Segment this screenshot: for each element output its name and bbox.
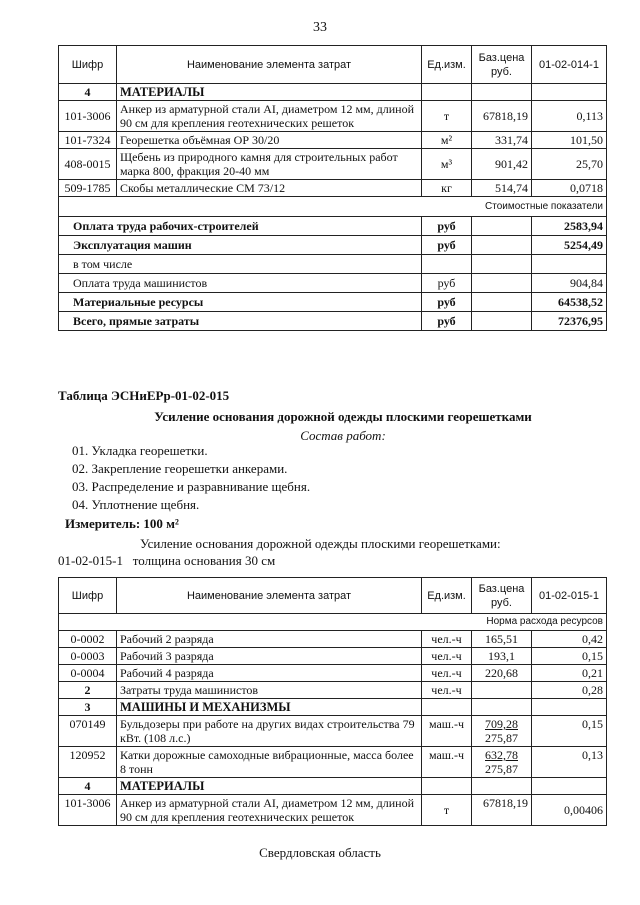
norm-header: Норма расхода ресурсов [59, 614, 607, 631]
table-subtitle: Усиление основания дорожной одежды плоскими георешетками [154, 409, 532, 424]
header-norm-code: 01-02-015-1 [532, 578, 607, 614]
table-row [59, 682, 607, 699]
row-code: 2 [59, 682, 117, 699]
row-name: Рабочий 4 разряда [117, 665, 422, 682]
row-value: 25,70 [532, 149, 607, 180]
table-row [59, 180, 607, 197]
table-row [59, 665, 607, 682]
row-value: 0,00406 [532, 795, 607, 826]
table-row [59, 648, 607, 665]
row-price: 220,68 [472, 665, 532, 682]
cost-label: Всего, прямые затраты [59, 312, 422, 331]
row-unit: м² [422, 132, 472, 149]
norm-code-line: 01-02-015-1 толщина основания 30 см [58, 553, 276, 568]
table-row [59, 631, 607, 648]
measure-unit: Измеритель: 100 м² [65, 516, 179, 531]
table-title: Таблица ЭСНиЕРр-01-02-015 [58, 388, 230, 403]
header-price: Баз.цена руб. [472, 46, 532, 84]
section-title: МАШИНЫ И МЕХАНИЗМЫ [117, 699, 422, 716]
cost-label: в том числе [59, 255, 422, 274]
price-total: 709,28 [485, 717, 518, 731]
header-norm-code: 01-02-014-1 [532, 46, 607, 84]
row-code: 0-0003 [59, 648, 117, 665]
row-name: Щебень из природного камня для строительных работ марка 800, фракция 20-40 мм [117, 149, 422, 180]
table-row [59, 132, 607, 149]
header-name: Наименование элемента затрат [117, 46, 422, 84]
cost-row [59, 217, 607, 236]
row-price [472, 682, 532, 699]
table-row [59, 795, 607, 826]
row-unit: маш.-ч [422, 747, 472, 778]
row-name: Бульдозеры при работе на других видах строительства 79 кВт. (108 л.с.) [117, 716, 422, 747]
header-unit: Ед.изм. [422, 578, 472, 614]
table-row [59, 747, 607, 778]
cost-value: 904,84 [532, 274, 607, 293]
header-unit: Ед.изм. [422, 46, 472, 84]
cost-unit: руб [422, 236, 472, 255]
row-code: 101-3006 [59, 795, 117, 826]
cost-value: 2583,94 [532, 217, 607, 236]
cost-indicators-header: Стоимостные показатели [59, 197, 607, 217]
cost-unit: руб [422, 217, 472, 236]
row-price [472, 716, 532, 747]
price-machinist: 275,87 [485, 731, 518, 745]
cost-unit: руб [422, 293, 472, 312]
row-name: Рабочий 2 разряда [117, 631, 422, 648]
row-value: 0,15 [532, 648, 607, 665]
cost-row [59, 293, 607, 312]
cost-label: Эксплуатация машин [59, 236, 422, 255]
cost-row [59, 255, 607, 274]
section-row [59, 84, 607, 101]
work-step: 04. Уплотнение щебня. [72, 497, 200, 512]
row-unit: чел.-ч [422, 648, 472, 665]
price-total: 632,78 [485, 748, 518, 762]
section-row [59, 699, 607, 716]
cost-unit [422, 255, 472, 274]
row-code: 509-1785 [59, 180, 117, 197]
row-name: Затраты труда машинистов [117, 682, 422, 699]
work-step: 03. Распределение и разравнивание щебня. [72, 479, 311, 494]
row-unit: маш.-ч [422, 716, 472, 747]
row-value: 0,42 [532, 631, 607, 648]
work-step: 02. Закрепление георешетки анкерами. [72, 461, 288, 476]
cost-label: Материальные ресурсы [59, 293, 422, 312]
row-value: 0,0718 [532, 180, 607, 197]
page-number: 33 [313, 20, 327, 35]
row-value: 0,13 [532, 747, 607, 778]
row-name: Скобы металлические СМ 73/12 [117, 180, 422, 197]
section-number: 3 [59, 699, 117, 716]
row-value: 0,21 [532, 665, 607, 682]
row-code: 0-0002 [59, 631, 117, 648]
header-price: Баз.цена руб. [472, 578, 532, 614]
row-code: 101-7324 [59, 132, 117, 149]
header-name: Наименование элемента затрат [117, 578, 422, 614]
row-price: 67818,19 [472, 101, 532, 132]
row-name: Катки дорожные самоходные вибрационные, масса более 8 тонн [117, 747, 422, 778]
row-unit: кг [422, 180, 472, 197]
cost-row [59, 312, 607, 331]
row-code: 120952 [59, 747, 117, 778]
row-unit: чел.-ч [422, 682, 472, 699]
table-row [59, 101, 607, 132]
cost-row [59, 236, 607, 255]
cost-row [59, 274, 607, 293]
section-number: 4 [59, 778, 117, 795]
row-price: 514,74 [472, 180, 532, 197]
cost-label: Оплата труда машинистов [59, 274, 422, 293]
price-machinist: 275,87 [485, 762, 518, 776]
table-row [59, 716, 607, 747]
row-unit: т [422, 101, 472, 132]
section-number: 4 [59, 84, 117, 101]
row-code: 101-3006 [59, 101, 117, 132]
row-price: 331,74 [472, 132, 532, 149]
row-code: 408-0015 [59, 149, 117, 180]
cost-table-01-02-014-1 [58, 45, 607, 331]
row-value: 101,50 [532, 132, 607, 149]
cost-value: 64538,52 [532, 293, 607, 312]
cost-value: 5254,49 [532, 236, 607, 255]
row-code: 0-0004 [59, 665, 117, 682]
row-price: 67818,19 [472, 795, 532, 826]
row-value: 0,15 [532, 716, 607, 747]
row-value: 0,28 [532, 682, 607, 699]
section-title: МАТЕРИАЛЫ [117, 778, 422, 795]
row-name: Анкер из арматурной стали AI, диаметром 12 мм, длиной 90 см для крепления геотехнических решеток [117, 795, 422, 826]
row-price: 901,42 [472, 149, 532, 180]
cost-unit: руб [422, 274, 472, 293]
row-code: 070149 [59, 716, 117, 747]
row-unit: м³ [422, 149, 472, 180]
row-value: 0,113 [532, 101, 607, 132]
header-code: Шифр [59, 46, 117, 84]
row-name: Рабочий 3 разряда [117, 648, 422, 665]
measure-description: Усиление основания дорожной одежды плоскими георешетками: [140, 536, 501, 551]
row-unit: чел.-ч [422, 631, 472, 648]
header-code: Шифр [59, 578, 117, 614]
cost-unit: руб [422, 312, 472, 331]
row-price: 165,51 [472, 631, 532, 648]
cost-value [532, 255, 607, 274]
cost-table-01-02-015-1 [58, 577, 607, 826]
cost-value: 72376,95 [532, 312, 607, 331]
row-name: Георешетка объёмная ОР 30/20 [117, 132, 422, 149]
row-price [472, 747, 532, 778]
work-composition-heading: Состав работ: [300, 428, 386, 443]
row-unit: т [422, 795, 472, 826]
row-name: Анкер из арматурной стали AI, диаметром 12 мм, длиной 90 см для крепления геотехнических решеток [117, 101, 422, 132]
cost-label: Оплата труда рабочих-строителей [59, 217, 422, 236]
table-row [59, 149, 607, 180]
work-step: 01. Укладка георешетки. [72, 443, 208, 458]
section-title: МАТЕРИАЛЫ [117, 84, 422, 101]
row-price: 193,1 [472, 648, 532, 665]
page-footer: Свердловская область [259, 845, 381, 860]
section-row [59, 778, 607, 795]
row-unit: чел.-ч [422, 665, 472, 682]
